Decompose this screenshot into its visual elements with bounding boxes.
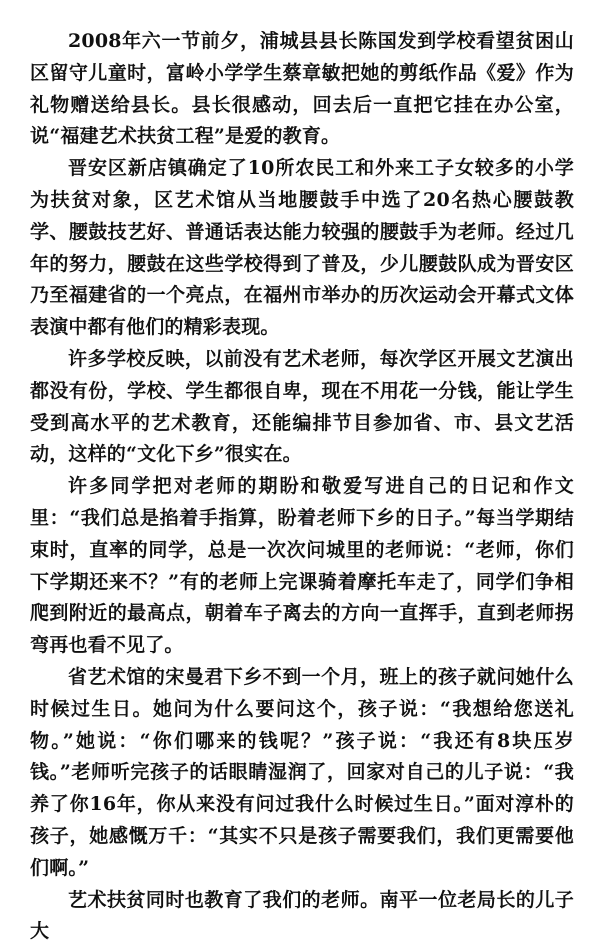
body-text — [30, 26, 574, 948]
paragraph-6: 艺术扶贫同时也教育了我们的老师。南平一位老局长的儿子大 — [30, 888, 574, 943]
paragraph-3: 许多学校反映，以前没有艺术老师，每次学区开展文艺演出都没有份，学校、学生都很自卑，现在不用花一分钱，能让学生受到高水平的艺术教育，还能编排节目参加省、市、县文艺活动，这样的“文化下乡”很实在。 — [30, 347, 574, 466]
paragraph-1: 2008年六一节前夕，浦城县县长陈国发到学校看望贫困山区留守儿童时，富岭小学学生蔡章敏把她的剪纸作品《爱》作为礼物赠送给县长。县长很感动，回去后一直把它挂在办公室，说“福建艺术扶贫工程”是爱的教育。 — [30, 30, 574, 148]
paragraph-2: 晋安区新店镇确定了10所农民工和外来工子女较多的小学为扶贫对象，区艺术馆从当地腰鼓手中选了20名热心腰鼓教学、腰鼓技艺好、普通话表达能力较强的腰鼓手为老师。经过几年的努力，腰鼓在这些学校得到了普及，少儿腰鼓队成为晋安区乃至福建省的一个亮点，在福州市举办的历次运动会开幕式文体表演中都有他们的精彩表现。 — [30, 157, 574, 339]
paragraph-5: 省艺术馆的宋曼君下乡不到一个月，班上的孩子就问她什么时候过生日。她问为什么要问这个，孩子说：“我想给您送礼物。”她说：“你们哪来的钱呢？”孩子说：“我还有8块压岁钱。”老师听完孩子的话眼睛湿润了，回家对自己的儿子说：“我养了你16年，你从来没有问过我什么时候过生日。”面对淳朴的孩子，她感慨万千：“其实不只是孩子需要我们，我们更需要他们啊。” — [30, 665, 574, 879]
paragraph-4: 许多同学把对老师的期盼和敬爱写进自己的日记和作文里：“我们总是掐着手指算，盼着老师下乡的日子。”每当学期结束时，直率的同学，总是一次次问城里的老师说：“老师，你们下学期还来不？”有的老师上完课骑着摩托车走了，同学们争相爬到附近的最高点，朝着车子离去的方向一直挥手，直到老师拐弯再也看不见了。 — [30, 475, 574, 657]
